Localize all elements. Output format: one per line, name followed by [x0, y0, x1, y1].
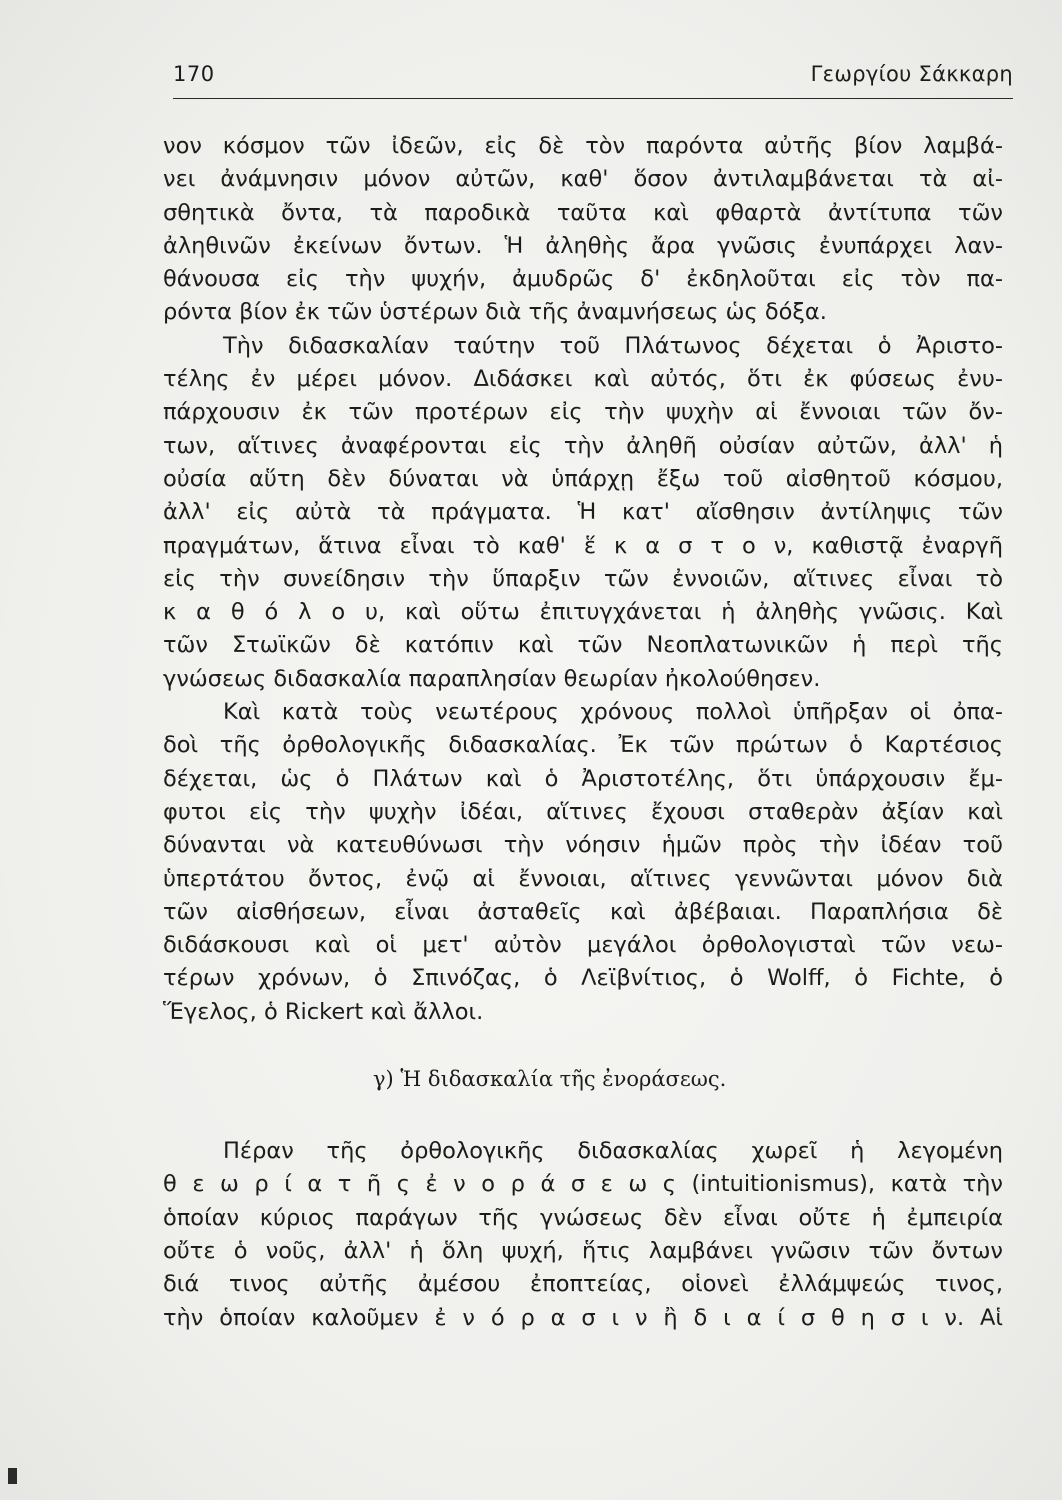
- text-line: των, αἵτινες ἀναφέρονται εἰς τὴν ἀληθῆ οὐσίαν αὐτῶν, ἀλλ' ἡ: [163, 432, 1003, 459]
- paragraph-3: [163, 696, 1003, 1029]
- text-line: ἀληθινῶν ἐκείνων ὄντων. Ἡ ἀληθὴς ἄρα γνῶσις ἐνυπάρχει λαν-: [163, 232, 1003, 259]
- text-line: ὁποίαν κύριος παράγων τῆς γνώσεως δὲν εἶναι οὔτε ἡ ἐμπειρία: [163, 1204, 1003, 1231]
- text-line: πραγμάτων, ἅτινα εἶναι τὸ καθ' ἕ κ α σ τ ο ν, καθιστᾷ ἐναργῆ: [163, 532, 1003, 559]
- paragraph-4: [163, 1135, 1003, 1335]
- paragraph-2: [163, 330, 1003, 696]
- text-line: τέρων χρόνων, ὁ Σπινόζας, ὁ Λεϊβνίτιος, ὁ Wolff, ὁ Fichte, ὁ: [163, 965, 1003, 992]
- text-line: Ἕγελος, ὁ Rickert καὶ ἄλλοι.: [163, 998, 484, 1025]
- running-head: Γεωργίου Σάκκαρη: [810, 62, 1013, 86]
- text-line: δύνανται νὰ κατευθύνωσι τὴν νόησιν ἡμῶν πρὸς τὴν ἰδέαν τοῦ: [163, 832, 1003, 859]
- text-line: διά τινος αὐτῆς ἀμέσου ἐποπτείας, οἱονεὶ ἐλλάμψεώς τινος,: [163, 1271, 1003, 1298]
- text-line: γνώσεως διδασκαλία παραπλησίαν θεωρίαν ἠκολούθησεν.: [163, 665, 821, 692]
- text-line: διδάσκουσι καὶ οἱ μετ' αὐτὸν μεγάλοι ὀρθολογισταὶ τῶν νεω-: [163, 932, 1003, 959]
- section-heading: γ) Ἡ διδασκαλία τῆς ἐνοράσεως.: [373, 1067, 727, 1092]
- text-line: ρόντα βίον ἐκ τῶν ὑστέρων διὰ τῆς ἀναμνήσεως ὡς δόξα.: [163, 299, 827, 326]
- text-line: Τὴν διδασκαλίαν ταύτην τοῦ Πλάτωνος δέχεται ὁ Ἀριστο-: [223, 332, 1003, 359]
- text-line: νον κόσμον τῶν ἰδεῶν, εἰς δὲ τὸν παρόντα αὐτῆς βίον λαμβά-: [163, 133, 1003, 159]
- spacer: [163, 1099, 1003, 1135]
- text-line: τῶν Στωϊκῶν δὲ κατόπιν καὶ τῶν Νεοπλατωνικῶν ἡ περὶ τῆς: [163, 632, 1003, 659]
- text-line: ὑπερτάτου ὄντος, ἐνῷ αἱ ἔννοιαι, αἵτινες γεννῶνται μόνον διὰ: [163, 865, 1003, 892]
- text-line: τῶν αἰσθήσεων, εἶναι ἀσταθεῖς καὶ ἀβέβαιαι. Παραπλήσια δὲ: [163, 898, 1003, 925]
- text-line: Πέραν τῆς ὀρθολογικῆς διδασκαλίας χωρεῖ ἡ λεγομένη: [223, 1138, 1003, 1165]
- body-text: [163, 130, 1003, 1335]
- text-line: τέλης ἐν μέρει μόνον. Διδάσκει καὶ αὐτός, ὅτι ἐκ φύσεως ἐνυ-: [163, 366, 1003, 393]
- page-header: [173, 58, 1013, 99]
- text-line: οὐσία αὕτη δὲν δύναται νὰ ὑπάρχῃ ἔξω τοῦ αἰσθητοῦ κόσμου,: [163, 465, 1003, 492]
- scan-edge-mark: [8, 1468, 17, 1484]
- text-line: δοὶ τῆς ὀρθολογικῆς διδασκαλίας. Ἐκ τῶν πρώτων ὁ Καρτέσιος: [163, 732, 1003, 759]
- text-line: τὴν ὁποίαν καλοῦμεν ἐ ν ό ρ α σ ι ν ἢ δ ι α ί σ θ η σ ι ν. Αἱ: [163, 1304, 1003, 1331]
- text-line: νει ἀνάμνησιν μόνον αὐτῶν, καθ' ὅσον ἀντιλαμβάνεται τὰ αἰ-: [163, 166, 1003, 193]
- text-line: εἰς τὴν συνείδησιν τὴν ὕπαρξιν τῶν ἐννοιῶν, αἵτινες εἶναι τὸ: [163, 565, 1003, 592]
- text-line: θ ε ω ρ ί α τ ῆ ς ἐ ν ο ρ ά σ ε ω ς (intuitionismus), κατὰ τὴν: [163, 1171, 1003, 1198]
- text-line: ἀλλ' εἰς αὐτὰ τὰ πράγματα. Ἡ κατ' αἴσθησιν ἀντίληψις τῶν: [163, 499, 1003, 526]
- text-line: σθητικὰ ὄντα, τὰ παροδικὰ ταῦτα καὶ φθαρτὰ ἀντίτυπα τῶν: [163, 199, 1003, 226]
- text-line: δέχεται, ὡς ὁ Πλάτων καὶ ὁ Ἀριστοτέλης, ὅτι ὑπάρχουσιν ἔμ-: [163, 765, 1003, 792]
- text-line: κ α θ ό λ ο υ, καὶ οὕτω ἐπιτυγχάνεται ἡ ἀληθὴς γνῶσις. Καὶ: [163, 599, 1003, 626]
- text-line: οὔτε ὁ νοῦς, ἀλλ' ἡ ὅλη ψυχή, ἥτις λαμβάνει γνῶσιν τῶν ὄντων: [163, 1237, 1003, 1264]
- spacer: [163, 1029, 1003, 1059]
- text-line: θάνουσα εἰς τὴν ψυχήν, ἀμυδρῶς δ' ἐκδηλοῦται εἰς τὸν πα-: [163, 266, 1003, 293]
- page-number: 170: [173, 62, 215, 86]
- text-line: Καὶ κατὰ τοὺς νεωτέρους χρόνους πολλοὶ ὑπῆρξαν οἱ ὀπα-: [223, 699, 1003, 726]
- text-line: φυτοι εἰς τὴν ψυχὴν ἰδέαι, αἵτινες ἔχουσι σταθερὰν ἀξίαν καὶ: [163, 798, 1003, 825]
- text-line: πάρχουσιν ἐκ τῶν προτέρων εἰς τὴν ψυχὴν αἱ ἔννοιαι τῶν ὄν-: [163, 399, 1003, 426]
- paragraph-1: [163, 130, 1003, 330]
